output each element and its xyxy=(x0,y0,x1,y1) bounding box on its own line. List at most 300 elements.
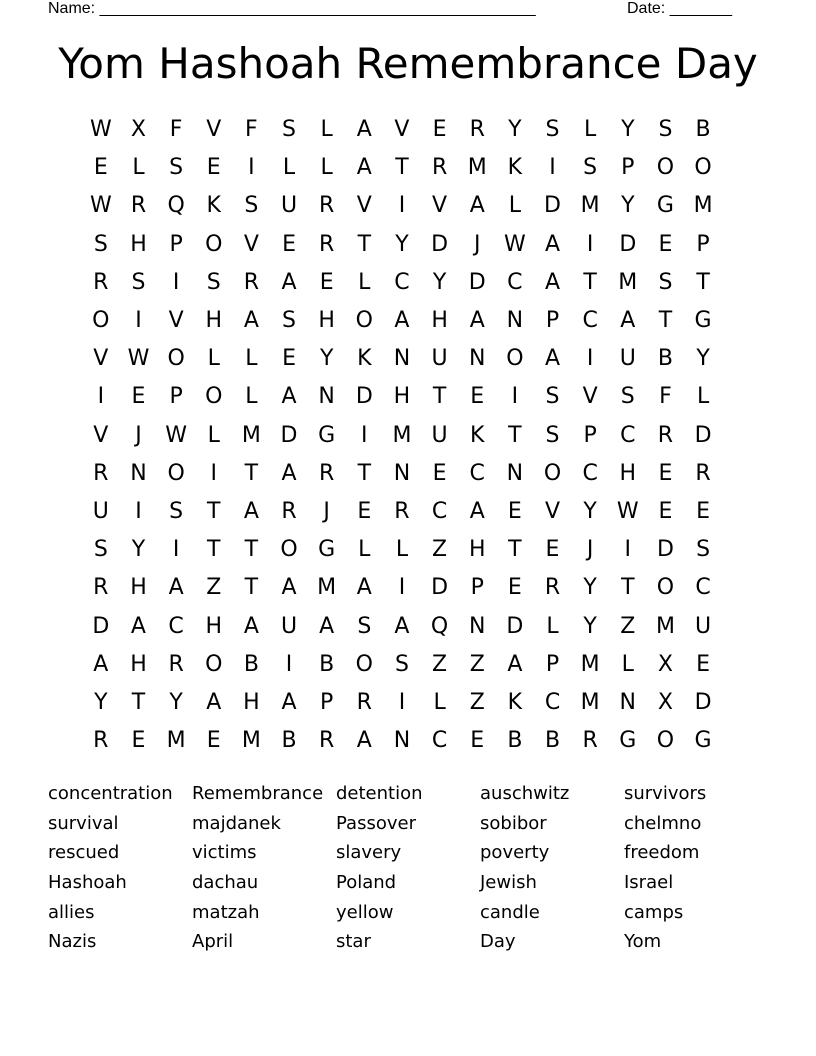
grid-letter: I xyxy=(361,422,368,448)
grid-letter: H xyxy=(431,308,448,334)
grid-letter: D xyxy=(355,384,373,410)
grid-letter: H xyxy=(468,537,486,563)
grid-letter: A xyxy=(93,651,109,677)
grid-letter: Y xyxy=(319,346,334,372)
grid-letter: E xyxy=(696,498,711,524)
grid-letter: U xyxy=(280,193,298,219)
grid-letter: T xyxy=(658,308,673,334)
grid-letter: P xyxy=(583,422,597,448)
grid-letter: S xyxy=(394,651,409,677)
grid-letter: D xyxy=(431,231,449,257)
grid-letter: T xyxy=(395,155,409,181)
grid-letter: R xyxy=(319,193,335,219)
grid-letter: W xyxy=(503,231,526,257)
grid-letter: E xyxy=(545,537,560,563)
grid-letter: P xyxy=(545,308,560,334)
grid-letter: O xyxy=(167,346,185,372)
word-list-item: slavery xyxy=(336,842,402,864)
grid-letter: E xyxy=(507,575,522,601)
grid-letter: D xyxy=(544,193,561,219)
grid-letter: Y xyxy=(621,117,635,143)
grid-letter: L xyxy=(358,537,371,563)
grid-letter: B xyxy=(657,346,673,372)
grid-letter: Y xyxy=(432,269,447,295)
grid-row xyxy=(82,149,732,187)
grid-letter: L xyxy=(508,193,521,219)
grid-letter: Y xyxy=(583,498,597,524)
grid-letter: E xyxy=(470,384,485,410)
grid-letter: N xyxy=(468,613,486,639)
grid-letter: P xyxy=(621,155,635,181)
word-list-row xyxy=(48,809,768,839)
grid-letter: S xyxy=(545,422,560,448)
grid-row xyxy=(82,302,732,340)
grid-letter: Y xyxy=(94,689,108,715)
grid-letter: G xyxy=(318,537,336,563)
grid-letter: R xyxy=(431,155,448,181)
grid-letter: Z xyxy=(469,651,485,677)
grid-row xyxy=(82,569,732,607)
grid-letter: T xyxy=(244,575,259,601)
grid-letter: F xyxy=(659,384,672,410)
grid-letter: E xyxy=(470,728,485,754)
grid-letter: I xyxy=(624,537,632,563)
grid-letter: B xyxy=(319,651,335,677)
grid-letter: D xyxy=(656,537,674,563)
grid-letter: J xyxy=(586,537,594,563)
grid-letter: K xyxy=(507,689,523,715)
grid-letter: X xyxy=(657,651,673,677)
grid-letter: O xyxy=(205,384,223,410)
grid-letter: N xyxy=(506,460,524,486)
grid-letter: T xyxy=(432,384,447,410)
grid-letter: L xyxy=(584,117,597,143)
grid-letter: E xyxy=(432,460,447,486)
grid-letter: Z xyxy=(469,689,485,715)
word-list-item: rescued xyxy=(48,842,120,864)
grid-letter: P xyxy=(696,231,710,257)
grid-letter: A xyxy=(130,613,146,639)
grid-letter: B xyxy=(695,117,711,143)
grid-letter: E xyxy=(696,651,711,677)
grid-letter: X xyxy=(657,689,673,715)
grid-letter: S xyxy=(658,117,673,143)
header xyxy=(48,0,748,20)
grid-letter: A xyxy=(243,613,259,639)
grid-letter: L xyxy=(696,384,710,410)
grid-letter: L xyxy=(207,346,220,372)
word-list-row xyxy=(48,838,768,868)
grid-letter: I xyxy=(248,155,255,181)
grid-letter: R xyxy=(93,460,109,486)
grid-letter: I xyxy=(210,460,217,486)
grid-letter: B xyxy=(281,728,297,754)
grid-row xyxy=(82,340,732,378)
grid-letter: T xyxy=(357,460,372,486)
grid-letter: T xyxy=(207,537,221,563)
grid-letter: O xyxy=(506,346,524,372)
grid-letter: R xyxy=(695,460,711,486)
grid-letter: L xyxy=(433,689,446,715)
grid-letter: A xyxy=(281,575,297,601)
grid-letter: A xyxy=(206,689,222,715)
grid-letter: N xyxy=(393,346,411,372)
grid-letter: U xyxy=(431,422,448,448)
grid-letter: J xyxy=(473,231,481,257)
grid-letter: C xyxy=(695,575,711,601)
grid-letter: R xyxy=(394,498,410,524)
grid-letter: Z xyxy=(432,651,448,677)
grid-letter: T xyxy=(508,537,522,563)
word-list-item: detention xyxy=(336,783,423,805)
grid-letter: L xyxy=(546,613,559,639)
grid-letter: D xyxy=(468,269,486,295)
grid-letter: R xyxy=(168,651,184,677)
grid-letter: E xyxy=(507,498,522,524)
grid-letter: M xyxy=(166,728,186,754)
word-list-item: Jewish xyxy=(480,872,537,894)
grid-letter: U xyxy=(92,498,109,524)
grid-letter: W xyxy=(616,498,639,524)
word-list-item: freedom xyxy=(624,842,700,864)
word-list-item: yellow xyxy=(336,901,394,923)
word-list-item: victims xyxy=(192,842,257,864)
grid-letter: O xyxy=(355,651,373,677)
grid-row xyxy=(82,226,732,264)
grid-letter: I xyxy=(172,537,180,563)
grid-letter: W xyxy=(89,193,112,219)
grid-letter: F xyxy=(169,117,183,143)
grid-letter: R xyxy=(544,575,561,601)
grid-letter: U xyxy=(619,346,636,372)
name-field-label[interactable]: Name: _________________________________________________ xyxy=(48,0,536,17)
word-list-item: auschwitz xyxy=(480,783,570,805)
word-list-item: dachau xyxy=(192,872,259,894)
grid-letter: E xyxy=(206,728,221,754)
grid-letter: P xyxy=(470,575,484,601)
grid-letter: L xyxy=(320,117,333,143)
grid-letter: K xyxy=(357,346,372,372)
grid-letter: M xyxy=(241,422,261,448)
grid-row xyxy=(82,455,732,493)
grid-letter: S xyxy=(169,498,184,524)
grid-letter: G xyxy=(694,728,712,754)
grid-letter: S xyxy=(93,537,108,563)
grid-letter: A xyxy=(281,384,297,410)
grid-letter: M xyxy=(580,193,600,219)
grid-letter: Y xyxy=(621,193,635,219)
grid-letter: C xyxy=(582,460,598,486)
word-list-item: majdanek xyxy=(192,812,281,834)
grid-letter: H xyxy=(205,308,223,334)
grid-letter: S xyxy=(93,231,108,257)
grid-row xyxy=(82,187,732,225)
grid-letter: N xyxy=(506,308,524,334)
word-list-item: Nazis xyxy=(48,931,97,953)
grid-letter: A xyxy=(544,269,561,295)
grid-row xyxy=(82,493,732,531)
grid-letter: H xyxy=(130,231,147,257)
word-list-item: Remembrance xyxy=(192,783,324,805)
grid-row xyxy=(82,264,732,302)
grid-letter: E xyxy=(206,155,221,181)
word-list-item: Poland xyxy=(336,872,397,894)
grid-letter: V xyxy=(394,117,410,143)
grid-letter: S xyxy=(658,269,673,295)
grid-letter: V xyxy=(93,422,109,448)
grid-letter: A xyxy=(243,498,259,524)
grid-letter: D xyxy=(280,422,298,448)
grid-letter: J xyxy=(135,422,142,448)
grid-letter: F xyxy=(245,117,258,143)
grid-letter: Y xyxy=(696,346,710,372)
grid-letter: E xyxy=(319,269,334,295)
grid-letter: G xyxy=(619,728,637,754)
grid-letter: S xyxy=(282,117,296,143)
word-list-item: chelmno xyxy=(624,812,702,834)
grid-letter: W xyxy=(89,117,112,143)
grid-letter: R xyxy=(243,269,260,295)
grid-letter: O xyxy=(167,460,185,486)
grid-letter: I xyxy=(398,689,406,715)
grid-letter: R xyxy=(657,422,674,448)
grid-letter: P xyxy=(169,231,183,257)
date-field-label[interactable]: Date: _______ xyxy=(627,0,732,17)
grid-letter: D xyxy=(431,575,449,601)
grid-letter: A xyxy=(168,575,184,601)
grid-letter: E xyxy=(658,460,673,486)
grid-letter: G xyxy=(318,422,336,448)
grid-letter: P xyxy=(545,651,560,677)
grid-letter: Y xyxy=(169,689,183,715)
grid-row xyxy=(82,531,732,569)
grid-letter: N xyxy=(393,728,411,754)
grid-letter: A xyxy=(356,117,372,143)
word-list-item: April xyxy=(192,931,234,953)
grid-letter: R xyxy=(130,193,147,219)
grid-letter: A xyxy=(243,308,259,334)
grid-letter: C xyxy=(620,422,636,448)
grid-letter: I xyxy=(97,384,105,410)
grid-letter: K xyxy=(470,422,485,448)
grid-letter: R xyxy=(319,728,335,754)
grid-letter: I xyxy=(135,308,142,334)
grid-letter: A xyxy=(356,728,372,754)
grid-letter: R xyxy=(582,728,598,754)
grid-letter: G xyxy=(656,193,674,219)
grid-row xyxy=(82,646,732,684)
grid-letter: N xyxy=(619,689,637,715)
grid-letter: A xyxy=(469,308,485,334)
grid-letter: D xyxy=(506,613,524,639)
grid-letter: A xyxy=(394,613,410,639)
word-list-item: Hashoah xyxy=(48,872,127,894)
grid-letter: V xyxy=(432,193,448,219)
grid-letter: S xyxy=(620,384,635,410)
word-list-item: camps xyxy=(624,901,684,923)
grid-letter: T xyxy=(207,498,221,524)
grid-letter: E xyxy=(658,498,673,524)
grid-letter: Z xyxy=(620,613,636,639)
grid-letter: V xyxy=(582,384,598,410)
grid-letter: C xyxy=(431,498,448,524)
grid-letter: U xyxy=(695,613,712,639)
grid-letter: Q xyxy=(167,193,185,219)
word-list-item: allies xyxy=(48,901,95,923)
grid-letter: V xyxy=(544,498,561,524)
grid-letter: Y xyxy=(508,117,522,143)
grid-letter: O xyxy=(543,460,562,486)
grid-letter: T xyxy=(508,422,522,448)
grid-letter: O xyxy=(355,308,373,334)
word-list-row xyxy=(48,897,768,927)
grid-letter: I xyxy=(285,651,293,677)
grid-letter: C xyxy=(431,728,448,754)
grid-letter: H xyxy=(205,613,223,639)
grid-letter: I xyxy=(398,575,406,601)
grid-letter: I xyxy=(398,193,406,219)
grid-letter: N xyxy=(468,346,486,372)
grid-letter: L xyxy=(132,155,145,181)
grid-letter: R xyxy=(319,231,335,257)
grid-letter: H xyxy=(130,651,147,677)
grid-letter: C xyxy=(544,689,561,715)
grid-letter: M xyxy=(392,422,412,448)
grid-letter: H xyxy=(393,384,411,410)
word-list-item: Israel xyxy=(624,872,674,894)
grid-letter: A xyxy=(356,575,372,601)
grid-letter: O xyxy=(92,308,110,334)
grid-letter: B xyxy=(544,728,561,754)
grid-letter: K xyxy=(507,155,523,181)
grid-letter: S xyxy=(206,269,221,295)
grid-letter: D xyxy=(619,231,637,257)
grid-letter: A xyxy=(281,269,297,295)
grid-letter: O xyxy=(656,575,675,601)
grid-letter: E xyxy=(93,155,108,181)
grid-row xyxy=(82,378,732,416)
grid-letter: O xyxy=(205,231,223,257)
grid-letter: A xyxy=(394,308,410,334)
grid-letter: P xyxy=(320,689,334,715)
grid-letter: M xyxy=(467,155,487,181)
grid-letter: S xyxy=(696,537,711,563)
grid-letter: M xyxy=(241,728,261,754)
grid-letter: V xyxy=(356,193,372,219)
grid-letter: O xyxy=(694,155,712,181)
grid-row xyxy=(82,417,732,455)
grid-letter: Y xyxy=(395,231,409,257)
grid-letter: N xyxy=(130,460,147,486)
grid-letter: C xyxy=(507,269,523,295)
word-list-item: sobibor xyxy=(480,812,547,834)
grid-letter: H xyxy=(318,308,335,334)
grid-letter: E xyxy=(357,498,372,524)
grid-letter: I xyxy=(549,155,556,181)
grid-letter: L xyxy=(621,651,634,677)
grid-letter: C xyxy=(168,613,184,639)
grid-letter: D xyxy=(694,689,712,715)
grid-letter: Y xyxy=(583,613,597,639)
grid-letter: K xyxy=(206,193,221,219)
word-list xyxy=(48,779,768,957)
grid-letter: Z xyxy=(206,575,222,601)
page-title: Yom Hashoah Remembrance Day xyxy=(58,39,758,88)
grid-letter: L xyxy=(245,384,258,410)
grid-letter: I xyxy=(586,346,594,372)
grid-row xyxy=(82,607,732,645)
grid-row xyxy=(82,111,732,149)
grid-letter: S xyxy=(583,155,598,181)
grid-letter: T xyxy=(583,269,597,295)
grid-letter: C xyxy=(469,460,485,486)
grid-letter: A xyxy=(507,651,523,677)
grid-letter: M xyxy=(655,613,675,639)
grid-letter: A xyxy=(469,498,485,524)
grid-letter: R xyxy=(93,728,109,754)
grid-letter: O xyxy=(205,651,223,677)
word-list-item: Passover xyxy=(336,812,416,834)
grid-letter: V xyxy=(206,117,222,143)
grid-letter: O xyxy=(656,155,675,181)
grid-letter: R xyxy=(319,460,335,486)
grid-letter: I xyxy=(511,384,519,410)
grid-letter: S xyxy=(357,613,372,639)
grid-letter: W xyxy=(127,346,150,372)
grid-letter: C xyxy=(582,308,598,334)
word-list-row xyxy=(48,868,768,898)
letter-grid xyxy=(82,111,732,760)
grid-letter: X xyxy=(130,117,146,143)
word-list-item: star xyxy=(336,931,371,953)
grid-letter: W xyxy=(165,422,187,448)
grid-letter: R xyxy=(93,575,109,601)
word-list-item: matzah xyxy=(192,901,260,923)
grid-letter: A xyxy=(281,689,297,715)
grid-letter: M xyxy=(618,269,638,295)
grid-letter: H xyxy=(130,575,147,601)
grid-letter: L xyxy=(245,346,258,372)
grid-letter: E xyxy=(282,231,296,257)
grid-letter: R xyxy=(281,498,297,524)
grid-letter: T xyxy=(131,689,146,715)
grid-letter: A xyxy=(544,231,561,257)
grid-letter: A xyxy=(544,346,561,372)
grid-letter: T xyxy=(621,575,635,601)
grid-row xyxy=(82,722,732,760)
grid-letter: M xyxy=(317,575,337,601)
grid-letter: Q xyxy=(430,613,449,639)
grid-letter: L xyxy=(395,537,409,563)
grid-letter: E xyxy=(432,117,447,143)
grid-letter: N xyxy=(318,384,335,410)
grid-letter: R xyxy=(469,117,485,143)
word-list-row xyxy=(48,779,768,809)
grid-letter: C xyxy=(394,269,410,295)
grid-letter: E xyxy=(131,728,146,754)
grid-letter: O xyxy=(656,728,675,754)
grid-letter: E xyxy=(658,231,673,257)
grid-letter: T xyxy=(244,460,259,486)
grid-letter: U xyxy=(280,613,298,639)
grid-letter: D xyxy=(92,613,110,639)
grid-letter: L xyxy=(282,155,296,181)
grid-letter: D xyxy=(694,422,712,448)
grid-letter: Y xyxy=(131,537,146,563)
grid-letter: L xyxy=(207,422,220,448)
word-list-item: Yom xyxy=(624,931,662,953)
grid-letter: V xyxy=(93,346,109,372)
